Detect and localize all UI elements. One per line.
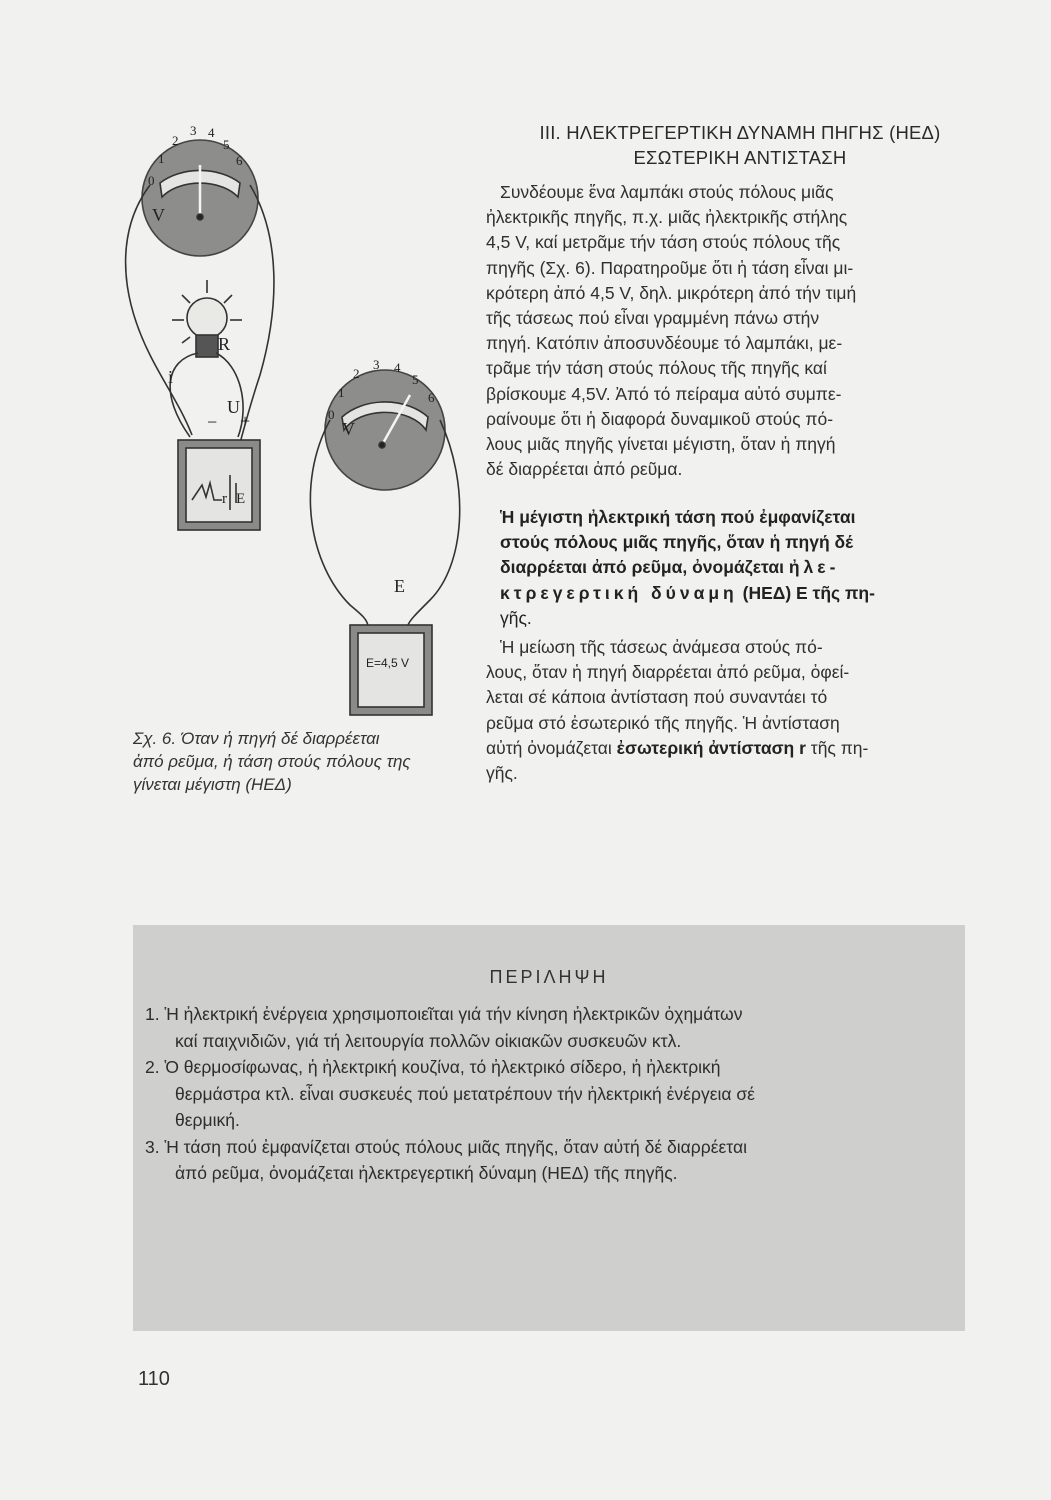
summary-box — [133, 925, 965, 1331]
scale-right-1: 1 — [338, 385, 345, 400]
scale-left-3: 3 — [190, 123, 197, 138]
text-span: τῆς πη- — [805, 737, 869, 758]
paragraph-1 — [486, 180, 962, 482]
text-line — [500, 581, 962, 606]
summary-title: ΠΕΡΙΛΗΨΗ — [489, 967, 609, 987]
text-line: δέ διαρρέεται ἀπό ρεῦμα. — [486, 459, 683, 480]
scale-right-2: 2 — [353, 366, 360, 381]
circuit-figure — [110, 105, 480, 740]
text-line: στούς πόλους μιᾶς πηγῆς, ὅταν ἡ πηγή δέ — [500, 532, 853, 553]
emf-definition — [500, 505, 962, 631]
text-line: ραίνουμε ὅτι ἡ διαφορά δυναμικοῦ στούς πό- — [486, 408, 834, 429]
text-line: πηγή. Κατόπιν ἀποσυνδέουμε τό λαμπάκι, με- — [486, 333, 843, 354]
text-line: πηγῆς (Σχ. 6). Παρατηροῦμε ὅτι ἡ τάση εἶναι μι- — [486, 257, 854, 278]
internal-e-label: E — [236, 491, 246, 507]
battery-label: E=4,5 V — [366, 656, 410, 670]
text-line — [500, 555, 962, 580]
text-line: λεται σέ κάποια ἀντίσταση πού συναντάει τό — [486, 687, 828, 708]
text-line: τρᾶμε τήν τάση στούς πόλους τῆς πηγῆς καί — [486, 358, 827, 379]
paragraph-3 — [486, 635, 962, 786]
summary-item-2: 2. Ὁ θερμοσίφωνας, ἡ ἠλεκτρική κουζίνα, τό ἠλεκτρικό σίδερο, ἡ ἠλεκτρική — [145, 1057, 721, 1077]
text-line: τῆς τάσεως πού εἶναι γραμμένη πάνω στήν — [486, 308, 820, 329]
text-line: 4,5 V, καί μετρᾶμε τήν τάση στούς πόλους τῆς — [486, 232, 841, 253]
caption-line: ἀπό ρεῦμα, ἡ τάση στούς πόλους της — [133, 752, 411, 771]
summary-item-1: 1. Ἡ ἠλεκτρική ἐνέργεια χρησιμοποιεῖται γιά τήν κίνηση ἠλεκτρικῶν ὀχημάτων — [145, 1004, 743, 1024]
page-number: 110 — [138, 1368, 170, 1390]
scale-left-4: 4 — [208, 125, 215, 140]
text-line: ἠλεκτρικῆς πηγῆς, π.χ. μιᾶς ἠλεκτρικῆς στήλης — [486, 207, 848, 228]
caption-line: γίνεται μέγιστη (ΗΕΔ) — [133, 775, 292, 794]
figure-caption — [133, 727, 478, 796]
minus-sign: − — [207, 412, 218, 432]
text-line: γῆς. — [500, 607, 532, 628]
summary-list — [145, 1001, 965, 1187]
scale-right-0: 0 — [328, 407, 335, 422]
scale-right-3: 3 — [373, 357, 380, 372]
text-line: λους μιᾶς πηγῆς γίνεται μέγιστη, ὅταν ἡ πηγή — [486, 434, 836, 455]
scale-right-6: 6 — [428, 390, 435, 405]
summary-item-3: 3. Ἡ τάση πού ἐμφανίζεται στούς πόλους μιᾶς πηγῆς, ὅταν αὐτή δέ διαρρέεται — [145, 1136, 747, 1157]
def-spaced-term: ἠλε- — [788, 557, 840, 578]
text-line: ρεῦμα στό ἐσωτερικό τῆς πηγῆς. Ἡ ἀντίσταση — [486, 712, 840, 733]
lamp-icon — [187, 298, 227, 338]
scale-left-5: 5 — [223, 137, 230, 152]
summary-item-2-cont: θερμάστρα κτλ. εἶναι συσκευές πού μετατρέπουν τήν ἠλεκτρική ἐνέργεια σέ — [175, 1083, 755, 1104]
internal-resistance-term: ἐσωτερική ἀντίσταση r — [616, 737, 806, 758]
summary-item-1-cont: καί παιχνιδιῶν, γιά τή λειτουργία πολλῶν οἰκιακῶν συσκευῶν κτλ. — [175, 1030, 682, 1051]
caption-line: Σχ. 6. Όταν ἡ πηγή δέ διαρρέεται — [133, 729, 380, 748]
resistor-label: R — [218, 334, 231, 354]
summary-item-2-cont: θερμική. — [175, 1110, 240, 1130]
section-title-line2: ΕΣΩΤΕΡΙΚΗ ΑΝΤΙΣΤΑΣΗ — [633, 147, 847, 168]
text-line: λους, ὅταν ἡ πηγή διαρρέεται ἀπό ρεῦμα, ὀφεί- — [486, 662, 850, 683]
summary-item-3-cont: ἀπό ρεῦμα, ὀνομάζεται ἠλεκτρεγερτική δύναμη (ΗΕΔ) τῆς πηγῆς. — [175, 1163, 678, 1183]
text-line: κρότερη ἀπό 4,5 V, δηλ. μικρότερη ἀπό τήν τιμή — [486, 282, 857, 303]
internal-r-label: r — [222, 491, 227, 507]
current-label: i — [168, 367, 174, 387]
voltmeter-left-symbol: V — [152, 205, 165, 225]
text-line: Συνδέουμε ἕνα λαμπάκι στούς πόλους μιᾶς — [500, 182, 834, 202]
scale-right-4: 4 — [394, 360, 401, 375]
voltage-label: U — [227, 397, 240, 417]
scale-left-1: 1 — [158, 151, 165, 166]
def-spaced-term: κτρεγερτική δύναμη — [500, 582, 738, 603]
plus-sign: + — [240, 411, 251, 431]
scale-left-0: 0 — [148, 173, 155, 188]
emf-label: E — [394, 576, 405, 596]
def-text: (ΗΕΔ) Ε τῆς πη- — [737, 582, 875, 603]
text-line: Ἡ μείωση τῆς τάσεως ἀνάμεσα στούς πό- — [500, 637, 823, 657]
text-line: γῆς. — [486, 763, 518, 784]
scale-left-2: 2 — [172, 133, 179, 148]
def-text: διαρρέεται ἀπό ρεῦμα, ὀνομάζεται — [500, 557, 789, 578]
text-span: αὐτή ὀνομάζεται — [486, 737, 617, 758]
text-line — [486, 736, 962, 761]
section-title-line1: ΙΙΙ. ΗΛΕΚΤΡΕΓΕΡΤΙΚΗ ΔΥΝΑΜΗ ΠΗΓΗΣ (ΗΕΔ) — [539, 122, 941, 143]
text-line: βρίσκουμε 4,5V. Ἀπό τό πείραμα αὐτό συμπε- — [486, 383, 842, 404]
scale-right-5: 5 — [412, 372, 419, 387]
voltmeter-right-symbol: V — [342, 419, 355, 439]
text-line: Ἡ μέγιστη ἠλεκτρική τάση πού ἐμφανίζεται — [500, 507, 856, 527]
scale-left-6: 6 — [236, 153, 243, 168]
